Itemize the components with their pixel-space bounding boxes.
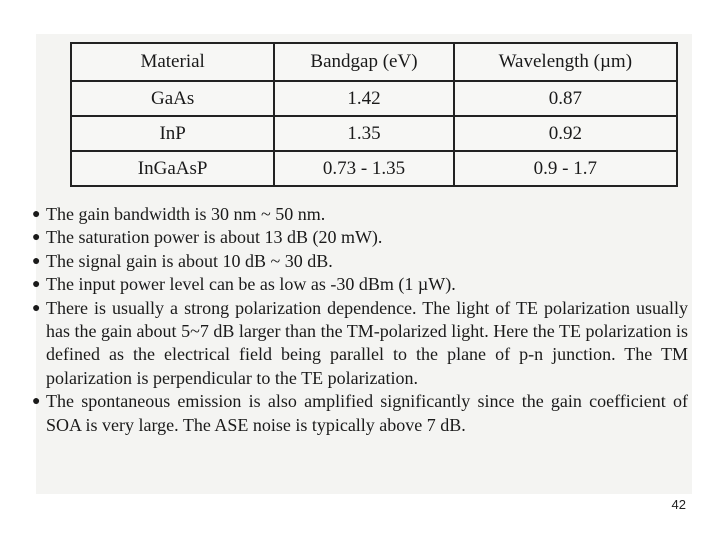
table-row — [71, 81, 677, 116]
bullet-text: The gain bandwidth is 30 nm ~ 50 nm. — [46, 204, 326, 224]
list-item — [32, 250, 688, 273]
bullet-icon: ● — [32, 300, 41, 316]
material-table — [70, 42, 678, 187]
bullet-text: The signal gain is about 10 dB ~ 30 dB. — [46, 250, 333, 271]
bullet-text: The saturation power is about 13 dB (20 mW). — [46, 227, 383, 248]
bullet-icon: ● — [32, 207, 41, 222]
table-row — [71, 151, 677, 186]
list-item — [32, 203, 688, 226]
cell-material: InP — [71, 116, 274, 151]
cell-bandgap: 1.35 — [274, 116, 453, 151]
cell-wavelength: 0.9 - 1.7 — [454, 151, 677, 186]
cell-material: InGaAsP — [71, 151, 274, 186]
header-wavelength: Wavelength (µm) — [454, 43, 677, 81]
bullet-icon: ● — [32, 230, 41, 246]
bullet-icon: ● — [32, 394, 41, 410]
list-item — [32, 273, 688, 296]
list-item — [32, 297, 688, 391]
cell-wavelength: 0.87 — [454, 81, 677, 116]
bullet-text: There is usually a strong polarization dependence. The light of TE polarization usually has the gain about 5~7 dB larger than the TM-polarized light. Here the TE polarization is defined as the electrical field being parallel to the plane of p-n junction. The TM polarization is perpendicular to the TE polarization. — [46, 297, 688, 388]
bullet-text: The input power level can be as low as -30 dBm (1 µW). — [46, 274, 456, 295]
cell-material: GaAs — [71, 81, 274, 116]
table-row — [71, 116, 677, 151]
header-material: Material — [71, 43, 274, 81]
header-bandgap: Bandgap (eV) — [274, 43, 453, 81]
bullet-icon: ● — [32, 253, 41, 269]
list-item — [32, 390, 688, 437]
page-number: 42 — [671, 497, 686, 512]
cell-bandgap: 1.42 — [274, 81, 453, 116]
bullet-list — [32, 203, 688, 437]
cell-wavelength: 0.92 — [454, 116, 677, 151]
list-item — [32, 226, 688, 249]
cell-bandgap: 0.73 - 1.35 — [274, 151, 453, 186]
bullet-icon: ● — [32, 277, 41, 293]
bullet-text: The spontaneous emission is also amplified significantly since the gain coefficient of SOA is very large. The ASE noise is typically above 7 dB. — [46, 391, 688, 435]
table-header-row — [71, 43, 677, 81]
